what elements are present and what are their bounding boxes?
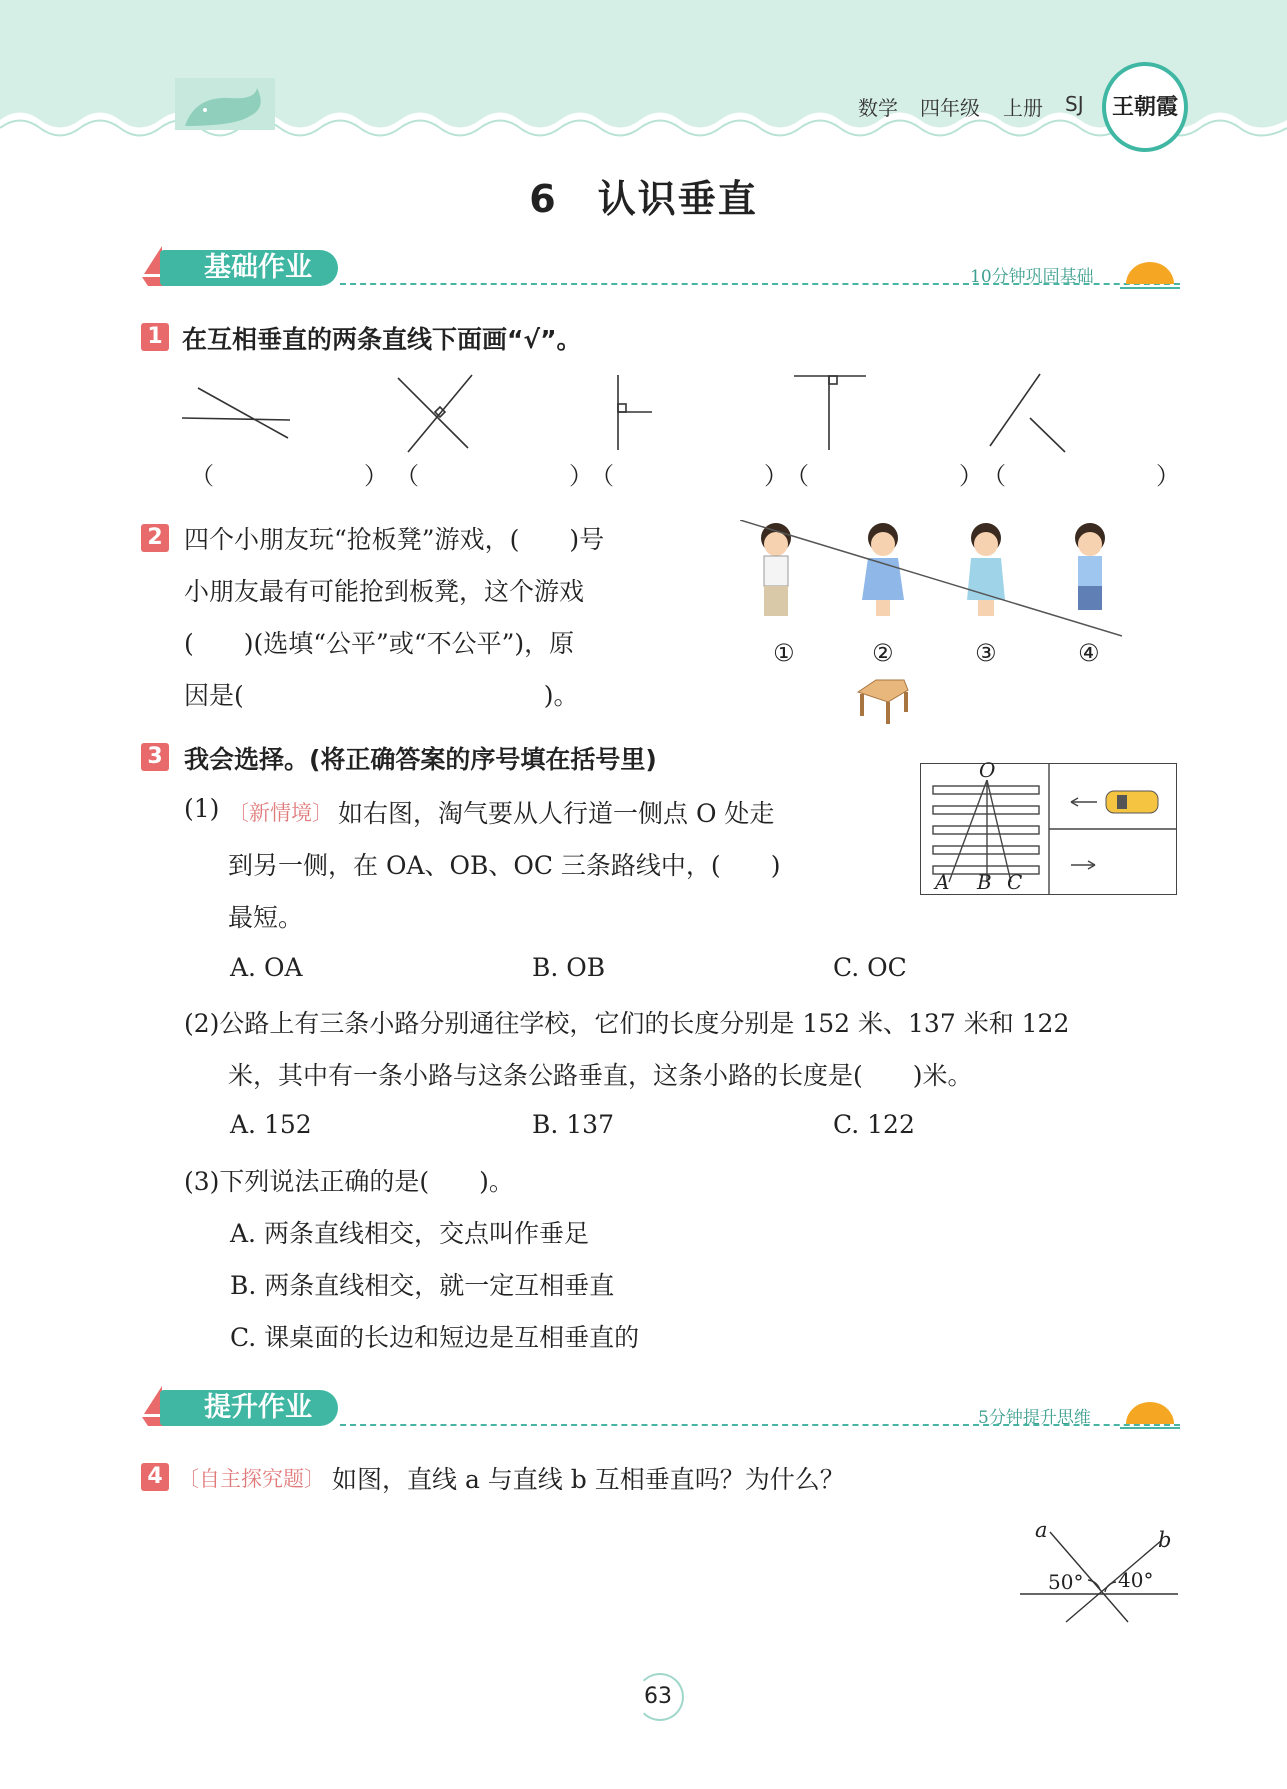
q1-blank-5[interactable]: （ ） [982,462,1214,490]
q3-p1-prefix: (1) [184,794,220,823]
q3-p1-option-b: B. OB [532,953,606,982]
angle-40-label: 40° [1118,1568,1154,1592]
q3-p1-option-a: A. OA [230,953,303,982]
q1-line-figures [170,370,1100,460]
q3-p1-option-c: C. OC [833,953,907,982]
point-c-label: C [1007,870,1023,894]
q3-p3-option-c: C. 课桌面的长边和短边是互相垂直的 [230,1323,640,1352]
q3-p3-line-1: (3)下列说法正确的是( )。 [184,1167,514,1196]
meta-edition: SJ [1065,92,1084,116]
q3-p1-tag: 〔新情境〕 [228,801,333,825]
q3-p2-option-c: C. 122 [833,1110,915,1139]
kid-label-2: ② [872,639,894,667]
crosswalk-figure [920,758,1177,895]
q3-p3-option-b: B. 两条直线相交，就一定互相垂直 [230,1271,615,1300]
q1-number: 1 [141,323,169,351]
q2-line-4: 因是( )。 [184,681,579,710]
q3-p2-option-a: A. 152 [230,1110,312,1139]
q1-blank-3[interactable]: （ ） [590,462,822,490]
q3-p2-option-b: B. 137 [532,1110,614,1139]
q1-blank-1[interactable]: （ ） [190,462,422,490]
q3-text: 我会选择。(将正确答案的序号填在括号里) [184,745,657,774]
whale-icon [175,78,275,130]
kid-label-3: ③ [975,639,997,667]
q3-p2-line-2: 米，其中有一条小路与这条公路垂直，这条小路的长度是( )米。 [228,1061,973,1090]
kid-label-1: ① [773,639,795,667]
line-b-label: b [1158,1528,1172,1552]
q3-p1-line-3: 最短。 [228,903,304,932]
q3-p1-line-1: 如右图，淘气要从人行道一侧点 O 处走 [338,799,775,828]
q1-text: 在互相垂直的两条直线下面画“√”。 [182,325,582,354]
sun-icon-2 [1120,1394,1180,1436]
kid-label-4: ④ [1078,639,1100,667]
point-b-label: B [977,870,992,894]
q3-p2-line-1: (2)公路上有三条小路分别通往学校，它们的长度分别是 152 米、137 米和 122 [184,1009,1070,1038]
q2-line-2: 小朋友最有可能抢到板凳，这个游戏 [184,577,585,606]
meta-grade: 四年级 [920,96,980,120]
q4-tag: 〔自主探究题〕 [178,1467,325,1491]
page-title: 6 认识垂直 [529,177,758,221]
point-a-label: A [935,870,950,894]
q2-children-illustration [740,520,1130,730]
q1-blank-2[interactable]: （ ） [395,462,627,490]
angle-50-label: 50° [1048,1570,1084,1594]
section-basic-label: 基础作业 [160,250,338,286]
section-basic-time: 10分钟巩固基础 [970,267,1094,287]
meta-volume: 上册 [1003,96,1043,120]
q3-p1-line-2: 到另一侧，在 OA、OB、OC 三条路线中，( ) [228,851,781,880]
q4-text: 如图，直线 a 与直线 b 互相垂直吗？为什么？ [332,1465,845,1494]
section-advanced-label: 提升作业 [160,1390,338,1426]
q1-blank-4[interactable]: （ ） [785,462,1017,490]
point-o-label: O [979,758,996,782]
meta-subject: 数学 [858,96,898,120]
brand-logo: 王朝霞 [1102,62,1188,152]
q3-p3-option-a: A. 两条直线相交，交点叫作垂足 [230,1219,589,1248]
q2-line-1: 四个小朋友玩“抢板凳”游戏，( )号 [184,525,605,554]
q2-line-3: ( )(选填“公平”或“不公平”)，原 [184,629,575,658]
sun-icon [1120,254,1180,296]
section-advanced-time: 5分钟提升思维 [978,1408,1091,1428]
line-a-label: a [1035,1518,1048,1542]
q2-number: 2 [141,524,169,552]
q4-number: 4 [141,1463,169,1491]
q3-number: 3 [141,743,169,771]
page-number: 63 [644,1684,672,1709]
